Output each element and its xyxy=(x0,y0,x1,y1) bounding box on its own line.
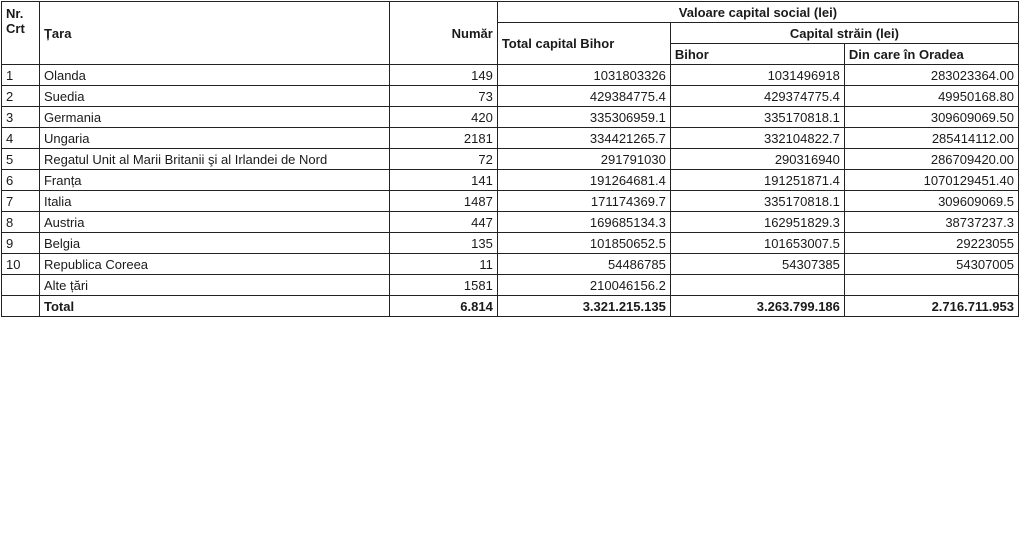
total-bihor: 3.263.799.186 xyxy=(670,296,844,317)
cell-numar: 135 xyxy=(390,233,498,254)
capital-table xyxy=(1,1,1019,317)
cell-numar: 141 xyxy=(390,170,498,191)
cell-total: 334421265.7 xyxy=(497,128,670,149)
cell-total: 54486785 xyxy=(497,254,670,275)
cell-nr: 7 xyxy=(2,191,40,212)
cell-nr: 2 xyxy=(2,86,40,107)
cell-total: 191264681.4 xyxy=(497,170,670,191)
cell-numar: 72 xyxy=(390,149,498,170)
cell-bihor xyxy=(670,275,844,296)
cell-numar: 420 xyxy=(390,107,498,128)
cell-total: 291791030 xyxy=(497,149,670,170)
cell-oradea: 54307005 xyxy=(844,254,1018,275)
total-capital: 3.321.215.135 xyxy=(497,296,670,317)
cell-nr: 10 xyxy=(2,254,40,275)
cell-bihor: 335170818.1 xyxy=(670,191,844,212)
header-total-capital-bihor: Total capital Bihor xyxy=(497,23,670,65)
cell-bihor: 54307385 xyxy=(670,254,844,275)
cell-numar: 2181 xyxy=(390,128,498,149)
cell-bihor: 290316940 xyxy=(670,149,844,170)
table-header xyxy=(2,2,1019,65)
header-nr-crt: Nr. Crt xyxy=(2,2,40,65)
table-row xyxy=(2,107,1019,128)
table-row xyxy=(2,275,1019,296)
header-numar: Număr xyxy=(390,2,498,65)
cell-total: 1031803326 xyxy=(497,65,670,86)
cell-oradea: 283023364.00 xyxy=(844,65,1018,86)
table-row xyxy=(2,128,1019,149)
table-row xyxy=(2,212,1019,233)
cell-oradea: 29223055 xyxy=(844,233,1018,254)
cell-bihor: 191251871.4 xyxy=(670,170,844,191)
cell-bihor: 335170818.1 xyxy=(670,107,844,128)
cell-nr: 8 xyxy=(2,212,40,233)
table-row xyxy=(2,65,1019,86)
cell-bihor: 101653007.5 xyxy=(670,233,844,254)
cell-nr: 3 xyxy=(2,107,40,128)
cell-nr: 1 xyxy=(2,65,40,86)
header-oradea: Din care în Oradea xyxy=(844,44,1018,65)
cell-tara: Alte țări xyxy=(39,275,389,296)
cell-oradea: 49950168.80 xyxy=(844,86,1018,107)
cell-numar: 11 xyxy=(390,254,498,275)
cell-total: 171174369.7 xyxy=(497,191,670,212)
table-row xyxy=(2,254,1019,275)
cell-oradea: 309609069.5 xyxy=(844,191,1018,212)
cell-oradea: 309609069.50 xyxy=(844,107,1018,128)
table-row xyxy=(2,170,1019,191)
cell-tara: Belgia xyxy=(39,233,389,254)
cell-tara: Republica Coreea xyxy=(39,254,389,275)
cell-nr: 9 xyxy=(2,233,40,254)
cell-oradea: 286709420.00 xyxy=(844,149,1018,170)
table-row xyxy=(2,233,1019,254)
cell-bihor: 332104822.7 xyxy=(670,128,844,149)
cell-tara: Regatul Unit al Marii Britanii şi al Irlandei de Nord xyxy=(39,149,389,170)
cell-total: 429384775.4 xyxy=(497,86,670,107)
header-tara: Țara xyxy=(39,2,389,65)
cell-total: 101850652.5 xyxy=(497,233,670,254)
cell-tara: Ungaria xyxy=(39,128,389,149)
header-bihor: Bihor xyxy=(670,44,844,65)
cell-total: 169685134.3 xyxy=(497,212,670,233)
cell-nr: 5 xyxy=(2,149,40,170)
cell-oradea: 1070129451.40 xyxy=(844,170,1018,191)
cell-tara: Franța xyxy=(39,170,389,191)
total-label: Total xyxy=(39,296,389,317)
cell-tara: Austria xyxy=(39,212,389,233)
cell-total: 210046156.2 xyxy=(497,275,670,296)
cell-numar: 447 xyxy=(390,212,498,233)
cell-numar: 1581 xyxy=(390,275,498,296)
cell-nr: 6 xyxy=(2,170,40,191)
total-numar: 6.814 xyxy=(390,296,498,317)
header-capital-strain: Capital străin (lei) xyxy=(670,23,1018,44)
cell-oradea: 38737237.3 xyxy=(844,212,1018,233)
cell-numar: 73 xyxy=(390,86,498,107)
total-oradea: 2.716.711.953 xyxy=(844,296,1018,317)
header-valoare-capital: Valoare capital social (lei) xyxy=(497,2,1018,23)
cell-nr xyxy=(2,296,40,317)
cell-tara: Olanda xyxy=(39,65,389,86)
cell-bihor: 1031496918 xyxy=(670,65,844,86)
total-row xyxy=(2,296,1019,317)
cell-tara: Suedia xyxy=(39,86,389,107)
cell-nr xyxy=(2,275,40,296)
cell-total: 335306959.1 xyxy=(497,107,670,128)
table-row xyxy=(2,86,1019,107)
table-row xyxy=(2,149,1019,170)
cell-tara: Italia xyxy=(39,191,389,212)
cell-numar: 1487 xyxy=(390,191,498,212)
cell-numar: 149 xyxy=(390,65,498,86)
cell-oradea: 285414112.00 xyxy=(844,128,1018,149)
cell-bihor: 429374775.4 xyxy=(670,86,844,107)
cell-oradea xyxy=(844,275,1018,296)
cell-nr: 4 xyxy=(2,128,40,149)
cell-bihor: 162951829.3 xyxy=(670,212,844,233)
cell-tara: Germania xyxy=(39,107,389,128)
table-row xyxy=(2,191,1019,212)
table-body xyxy=(2,65,1019,317)
